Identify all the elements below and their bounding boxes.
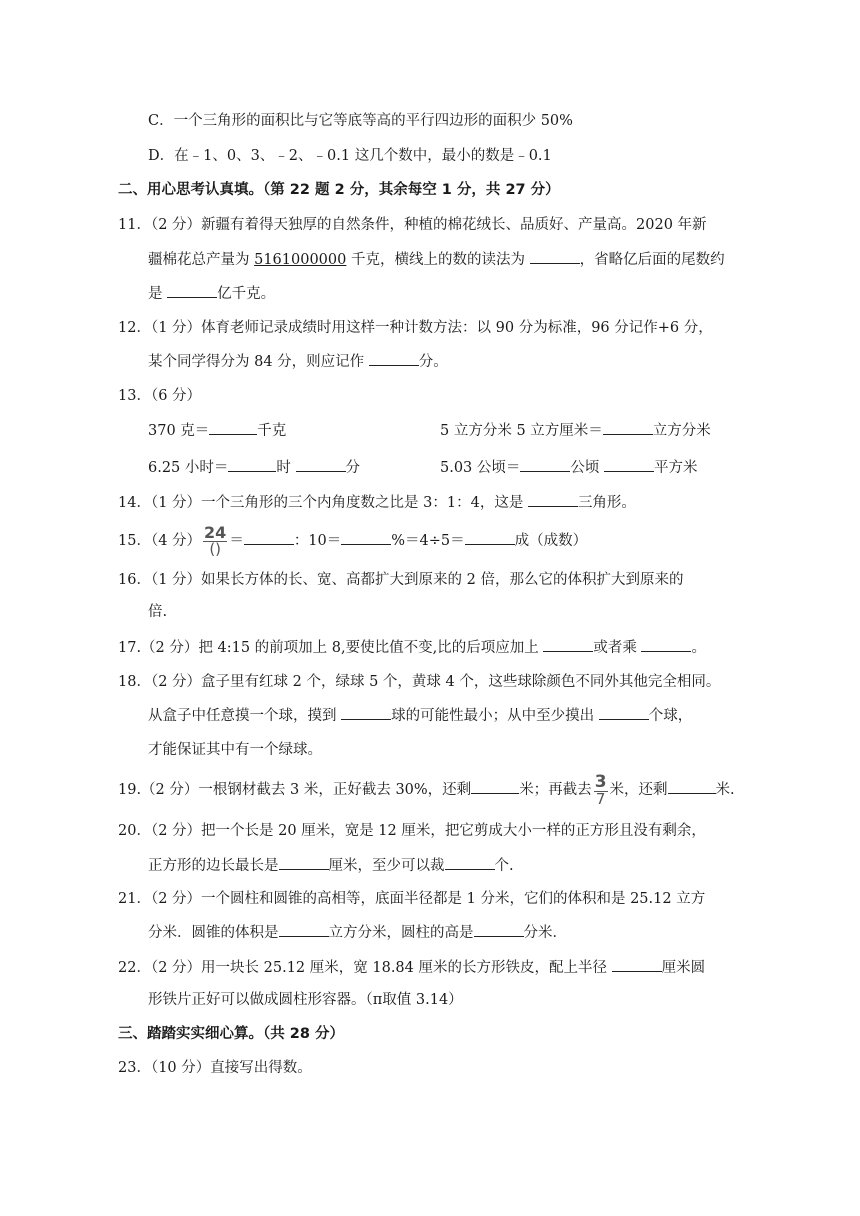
q13-b-unit: 立方分米	[652, 423, 711, 439]
q12-text-b: 分。	[418, 354, 448, 370]
q14-blank[interactable]	[528, 492, 578, 507]
q13-a-text: 370 克＝	[148, 423, 210, 439]
q21-text-b: 立方分米，圆柱的高是	[328, 925, 474, 941]
section-2-heading: 二、用心思考认真填。（第 22 题 2 分，其余每空 1 分，共 27 分）	[118, 182, 560, 198]
q13-c-text: 6.25 小时＝	[148, 460, 229, 476]
q22-text-a: 22．（2 分）用一块长 25.12 厘米，宽 18.84 厘米的长方形铁皮，配上半径	[118, 960, 612, 976]
q15-blank-3[interactable]	[465, 530, 515, 545]
q20-blank-1[interactable]	[279, 855, 329, 870]
q17-blank-2[interactable]	[641, 637, 691, 652]
q15-fraction	[203, 525, 227, 557]
q11-blank-approx[interactable]	[167, 283, 217, 298]
q13-a-unit: 千克	[257, 423, 287, 439]
q13-item-c	[148, 457, 360, 478]
q13-item-b	[440, 420, 711, 441]
q18-line-1: 18．（2 分）盒子里有红球 2 个，绿球 5 个，黄球 4 个，这些球除颜色不同外其他完全相同。	[118, 674, 721, 690]
section-3-heading: 三、踏踏实实细心算。（共 28 分）	[118, 1026, 345, 1042]
q19-fraction-denominator: 7	[595, 789, 606, 808]
q18-line-2	[148, 705, 692, 726]
q15-fraction-denominator: ()	[209, 540, 222, 558]
q20-text-c: 个.	[494, 858, 514, 874]
q14-text-a: 14．（1 分）一个三角形的三个内角度数之比是 3：1：4，这是	[118, 495, 528, 511]
q19-text-b: 米；再截去	[519, 782, 592, 798]
question-14	[118, 492, 636, 513]
q20-line-1: 20．（2 分）把一个长是 20 厘米，宽是 12 厘米，把它剪成大小一样的正方形且没有剩余，	[118, 823, 706, 839]
q17-text-a: 17.（2 分）把 4:15 的前项加上 8,要使比值不变,比的后项应加上	[118, 640, 544, 656]
q11-text-e: 亿千克。	[217, 286, 276, 302]
q21-text-a: 分米．圆锥的体积是	[148, 925, 279, 941]
q19-text-c: 米，还剩	[609, 782, 668, 798]
q19-blank-1[interactable]	[471, 779, 519, 794]
q19-blank-2[interactable]	[668, 779, 716, 794]
q15-text-a: 15．（4 分）	[118, 533, 202, 549]
q11-blank-reading[interactable]	[530, 249, 580, 264]
q13-a-blank[interactable]	[209, 420, 257, 435]
q17-text-c: 。	[691, 640, 706, 656]
q19-fraction-numerator: 3	[594, 771, 607, 792]
q22-line-2: 形铁片正好可以做成圆柱形容器。（π取值 3.14）	[148, 992, 463, 1008]
q11-text-c: ，省略亿后面的尾数约	[579, 252, 725, 268]
q11-line-1: 11．（2 分）新疆有着得天独厚的自然条件，种植的棉花绒长、品质好、产量高。2020 年新	[118, 217, 707, 233]
question-19	[118, 770, 735, 810]
question-23: 23．（10 分）直接写出得数。	[118, 1060, 312, 1076]
q15-text-d: %＝4÷5＝	[391, 533, 465, 549]
q16-line-1: 16．（1 分）如果长方体的长、宽、高都扩大到原来的 2 倍，那么它的体积扩大到原来的	[118, 572, 684, 588]
q13-c-unit-1: 时	[276, 460, 296, 476]
q17-text-b: 或者乘	[593, 640, 642, 656]
q20-blank-2[interactable]	[445, 855, 495, 870]
q13-d-blank-1[interactable]	[520, 457, 570, 472]
q13-c-blank-2[interactable]	[296, 457, 346, 472]
q15-blank-2[interactable]	[341, 530, 391, 545]
q13-line-1: 13．（6 分）	[118, 388, 202, 404]
q18-text-b: 球的可能性最小；从中至少摸出	[391, 708, 599, 724]
q15-text-e: 成（成数）	[514, 533, 588, 549]
q20-text-a: 正方形的边长最长是	[148, 858, 279, 874]
q11-line-2	[148, 249, 725, 270]
q12-blank[interactable]	[369, 351, 419, 366]
q11-line-3	[148, 283, 275, 304]
q13-b-text: 5 立方分米 5 立方厘米＝	[440, 423, 603, 439]
q12-line-2	[148, 351, 448, 372]
q11-text-b: 千克，横线上的数的读法为	[346, 252, 530, 268]
q22-line-1	[118, 957, 705, 978]
q18-text-c: 个球，	[648, 708, 693, 724]
q12-text-a: 某个同学得分为 84 分，则应记作	[148, 354, 369, 370]
option-c: C．一个三角形的面积比与它等底等高的平行四边形的面积少 50%	[148, 113, 573, 129]
q14-text-b: 三角形。	[577, 495, 636, 511]
question-15	[118, 523, 587, 559]
question-17	[118, 637, 706, 658]
q18-blank-2[interactable]	[599, 705, 649, 720]
q20-line-2	[148, 855, 514, 876]
q11-text-a: 疆棉花总产量为	[148, 252, 255, 268]
q18-blank-1[interactable]	[341, 705, 391, 720]
q20-text-b: 厘米，至少可以裁	[328, 858, 445, 874]
q21-line-1: 21．（2 分）一个圆柱和圆锥的高相等，底面半径都是 1 分米，它们的体积和是 25.12 立方	[118, 891, 706, 907]
q13-item-a	[148, 420, 286, 441]
q19-text-d: 米.	[715, 782, 735, 798]
q13-d-text: 5.03 公顷＝	[440, 460, 521, 476]
q19-fraction	[594, 771, 608, 808]
q19-text-a: 19.（2 分）一根钢材截去 3 米，正好截去 30%，还剩	[118, 782, 472, 798]
option-d: D．在﹣1、0、3、﹣2、﹣0.1 这几个数中，最小的数是﹣0.1	[148, 148, 552, 164]
q21-blank-1[interactable]	[279, 922, 329, 937]
q15-blank-1[interactable]	[244, 530, 294, 545]
q13-c-unit-2: 分	[345, 460, 361, 476]
q13-b-blank[interactable]	[603, 420, 653, 435]
q12-line-1: 12．（1 分）体育老师记录成绩时用这样一种计数方法：以 90 分为标准，96 分记作+6 分，	[118, 320, 713, 336]
q21-text-c: 分米．	[523, 925, 567, 941]
q17-blank-1[interactable]	[543, 637, 593, 652]
q21-blank-2[interactable]	[474, 922, 524, 937]
q13-d-unit-2: 平方米	[654, 460, 698, 476]
q21-line-2	[148, 922, 567, 943]
q22-blank[interactable]	[612, 957, 662, 972]
q15-text-b: ＝	[229, 533, 244, 549]
q13-d-blank-2[interactable]	[604, 457, 654, 472]
q11-text-d: 是	[148, 286, 168, 302]
q13-item-d	[440, 457, 698, 478]
q13-d-unit-1: 公顷	[570, 460, 605, 476]
q15-text-c: ：10＝	[293, 533, 342, 549]
q13-c-blank-1[interactable]	[228, 457, 276, 472]
q22-text-b: 厘米圆	[661, 960, 706, 976]
q18-text-a: 从盒子中任意摸一个球，摸到	[148, 708, 342, 724]
q18-line-3: 才能保证其中有一个绿球。	[148, 742, 322, 758]
q11-underlined-number: 5161000000	[254, 252, 347, 268]
q15-fraction-numerator: 24	[204, 523, 227, 542]
q16-line-2: 倍.	[148, 604, 168, 620]
